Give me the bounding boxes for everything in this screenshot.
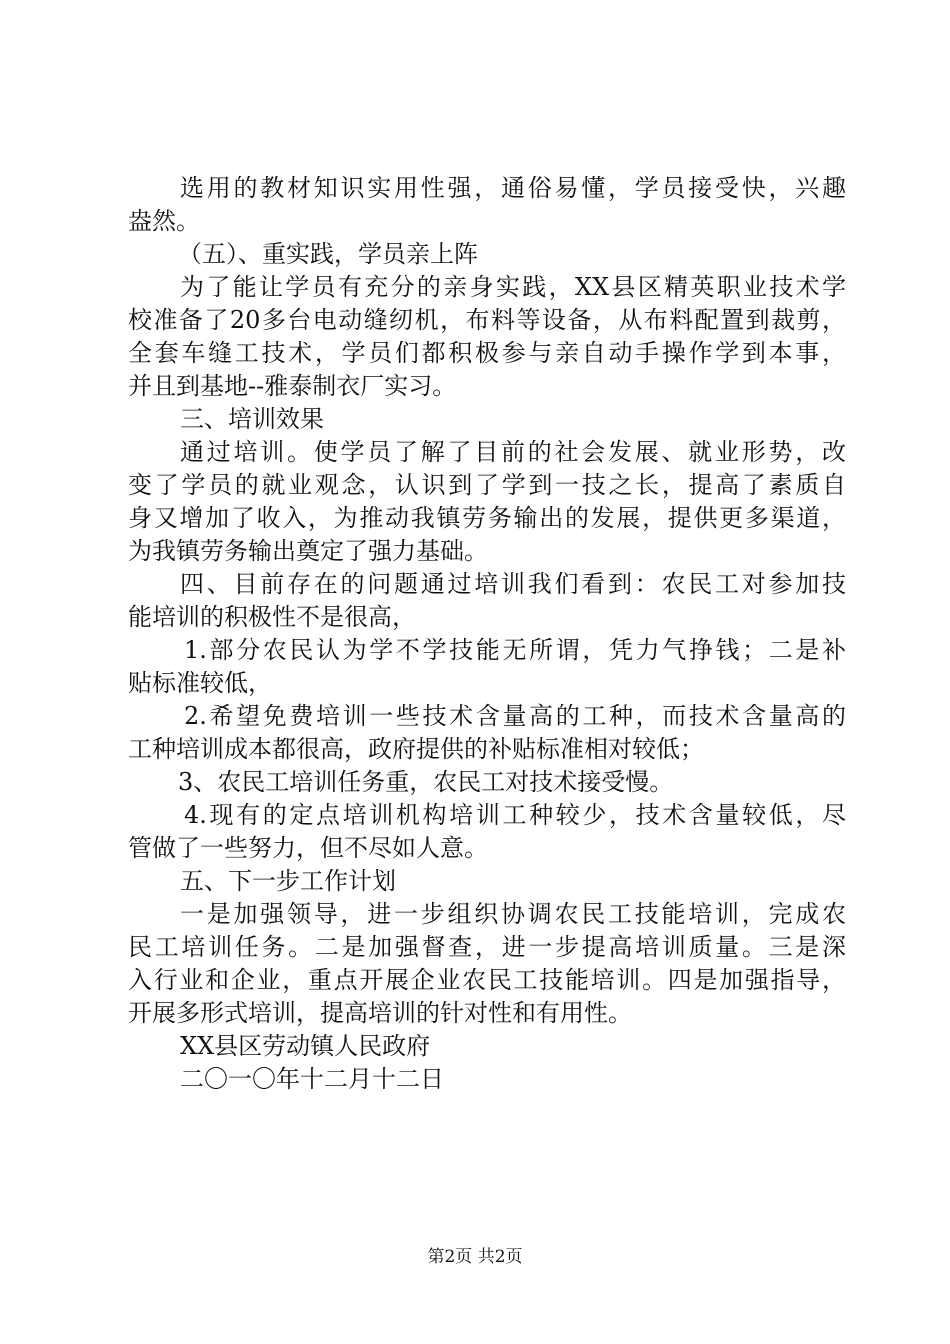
text-line: 一是加强领导，进一步组织协调农民工技能培训，完成农 — [180, 900, 846, 928]
text-line: 管做了一些努力，但不尽如人意。 — [128, 834, 488, 862]
text-line: 1.部分农民认为学不学技能无所谓，凭力气挣钱；二是补 — [184, 636, 846, 664]
text-line: 为我镇劳务输出奠定了强力基础。 — [128, 537, 488, 565]
text-line: 开展多形式培训，提高培训的针对性和有用性。 — [128, 999, 632, 1027]
text-line: 变了学员的就业观念，认识到了学到一技之长，提高了素质自 — [128, 471, 846, 499]
text-line: 4.现有的定点培训机构培训工种较少，技术含量较低，尽 — [184, 801, 846, 829]
page-footer: 第2页 共2页 — [427, 1247, 523, 1267]
text-line: 并且到基地--雅泰制衣厂实习。 — [128, 372, 457, 400]
text-line: 四、目前存在的问题通过培训我们看到：农民工对参加技 — [180, 570, 846, 598]
text-line: 3、农民工培训任务重，农民工对技术接受慢。 — [178, 768, 674, 796]
text-line: 2.希望免费培训一些技术含量高的工种，而技术含量高的 — [184, 702, 846, 730]
text-line: 二〇一〇年十二月十二日 — [180, 1065, 444, 1093]
text-line: 五、下一步工作计划 — [180, 867, 396, 895]
text-line: 盎然。 — [128, 207, 200, 235]
text-line: 入行业和企业，重点开展企业农民工技能培训。四是加强指导， — [128, 966, 846, 994]
text-line: 三、培训效果 — [180, 405, 324, 433]
document-body — [128, 172, 846, 1096]
text-line: 全套车缝工技术，学员们都积极参与亲自动手操作学到本事， — [128, 339, 846, 367]
text-line: 校准备了20多台电动缝纫机，布料等设备，从布料配置到裁剪， — [128, 306, 846, 334]
text-line: 民工培训任务。二是加强督查，进一步提高培训质量。三是深 — [128, 933, 846, 961]
text-line: 身又增加了收入，为推动我镇劳务输出的发展，提供更多渠道， — [128, 504, 846, 532]
text-line: 选用的教材知识实用性强，通俗易懂，学员接受快，兴趣 — [180, 174, 846, 202]
text-line: 通过培训。使学员了解了目前的社会发展、就业形势，改 — [180, 438, 846, 466]
text-line: 为了能让学员有充分的亲身实践，XX县区精英职业技术学 — [180, 273, 846, 301]
text-line: （五）、重实践，学员亲上阵 — [178, 240, 478, 268]
text-line: XX县区劳动镇人民政府 — [180, 1032, 431, 1060]
text-line: 贴标准较低， — [128, 669, 272, 697]
text-line: 工种培训成本都很高，政府提供的补贴标准相对较低； — [128, 735, 704, 763]
text-line: 能培训的积极性不是很高， — [128, 603, 416, 631]
